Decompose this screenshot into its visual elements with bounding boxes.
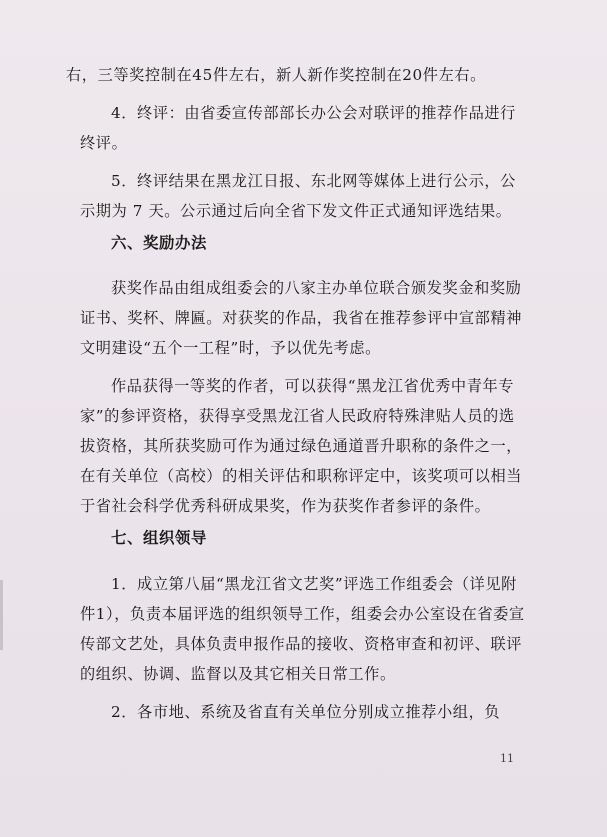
paragraph-rewards: 获奖作品由组成组委会的八家主办单位联合颁发奖金和奖励证书、奖杯、牌匾。对获奖的作品，我省在推荐参评中宣部精神文明建设“五个一工程”时，予以优先考虑。 [80, 279, 523, 358]
paragraph-committee: 1．成立第八届“黑龙江省文艺奖”评选工作组委会（详见附件1），负责本届评选的组织领导工作，组委会办公室设在省委宣传部文艺处，具体负责申报作品的接收、资格审查和初评、联评的组织、协调、监督以及其它相关日常工作。 [80, 574, 525, 683]
page-number: 11 [500, 752, 514, 765]
paragraph-first-prize-benefits: 作品获得一等奖的作者，可以获得“黑龙江省优秀中青年专家”的参评资格，获得享受黑龙江省人民政府特殊津贴人员的选拔资格，其所获奖励可作为通过绿色通道晋升职称的条件之一，在有关单位（高校）的相关评估和职称评定中，该奖项可以相当于省社会科学优秀科研成果奖，作为获奖作者参评的条件。 [80, 377, 523, 516]
section-heading-rewards: 六、奖励办法 [111, 234, 207, 252]
paragraph-award-limits: 右，三等奖控制在45件左右，新人新作奖控制在20件左右。 [66, 66, 486, 84]
binding-mark [0, 580, 3, 650]
section-heading-organization: 七、组织领导 [111, 529, 207, 548]
document-body [66, 60, 525, 727]
paragraph-result-publicity: 5．终评结果在黑龙江日报、东北网等媒体上进行公示，公示期为 7 天。公示通过后向全省下发文件正式通知评选结果。 [80, 172, 516, 220]
paragraph-recommendation-groups: 2．各市地、系统及省直有关单位分别成立推荐小组，负 [111, 702, 501, 721]
paragraph-final-review: 4．终评：由省委宣传部部长办公会对联评的推荐作品进行终评。 [80, 104, 516, 152]
